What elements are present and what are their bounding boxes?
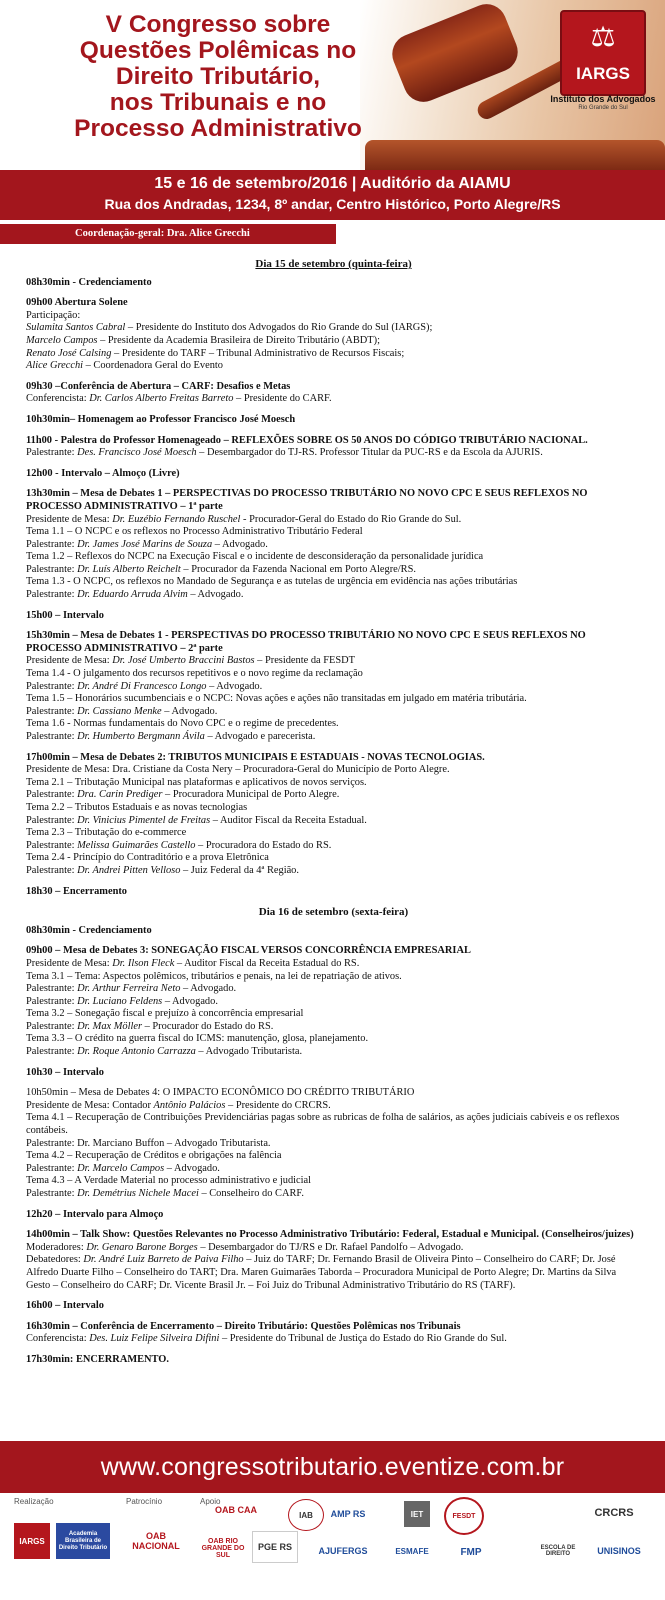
schedule-line	[26, 393, 641, 406]
speaker-name: Dr. Roque Antonio Carrazza	[77, 1046, 196, 1058]
iargs-logo-subtitle: Instituto dos Advogados	[550, 94, 656, 104]
schedule-text: – Advogado.	[161, 705, 218, 717]
schedule-line	[26, 1138, 641, 1151]
oab-nacional-logo: OAB NACIONAL	[132, 1531, 180, 1551]
schedule-block	[26, 610, 641, 623]
schedule-heading: 15h30min – Mesa de Debates 1 - PERSPECTIVAS DO PROCESSO TRIBUTÁRIO NO NOVO CPC E SEUS REFLEXOS NO PROCESSO ADMINISTRATIVO – 2ª parte	[26, 630, 586, 654]
speaker-name: Dr. Demétrius Nichele Macei	[77, 1188, 199, 1199]
iargs-logo-subtitle-2: Rio Grande do Sul	[578, 105, 628, 111]
schedule-heading: 10h30min– Homenagem ao Professor Francisco José Moesch	[26, 413, 296, 425]
schedule-text: - Procurador-Geral do Estado do Rio Grande do Sul.	[240, 513, 462, 525]
schedule-block	[26, 1229, 641, 1292]
iargs-logo	[560, 10, 646, 96]
schedule-heading: 11h00 - Palestra do Professor Homenageado – REFLEXÕES SOBRE OS 50 ANOS DO CÓDIGO TRIBUTÁRIO NACIONAL.	[26, 434, 588, 446]
schedule-heading: 09h00 – Mesa de Debates 3: SONEGAÇÃO FISCAL VERSOS CONCORRÊNCIA EMPRESARIAL	[26, 945, 471, 957]
pge-rs-logo: PGE RS	[252, 1531, 298, 1563]
schedule-text: – Advogado.	[180, 983, 237, 995]
schedule-heading: 18h30 – Encerramento	[26, 885, 128, 897]
schedule-text: Tema 3.3 – O crédito na guerra fiscal do ICMS: manutenção, glosa, planejamento.	[26, 1033, 369, 1045]
schedule-text: Tema 4.3 – A Verdade Material no processo administrativo e judicial	[26, 1175, 312, 1187]
schedule-line	[26, 865, 641, 878]
speaker-name: Dr. Carlos Alberto Freitas Barreto	[89, 393, 234, 405]
schedule-text: Tema 2.1 – Tributação Municipal nas plataformas e aplicativos de novos serviços.	[26, 776, 367, 788]
speaker-name: Dr. André Di Francesco Longo	[77, 680, 207, 692]
schedule-block	[26, 752, 641, 878]
schedule-text: Palestrante:	[26, 705, 78, 717]
schedule-text: Tema 3.1 – Tema: Aspectos polêmicos, tributários e penais, na lei de repatriação de ativos.	[26, 970, 402, 982]
schedule-text: Tema 1.2 – Reflexos do NCPC na Execução Fiscal e o incidente de desconsideração da personalidade jurídica	[26, 551, 484, 563]
schedule-line	[26, 706, 641, 719]
schedule-text: – Advogado.	[212, 538, 268, 550]
program-schedule	[26, 258, 641, 1375]
schedule-block	[26, 1087, 641, 1200]
speaker-name: Dr. Max Möller	[77, 1020, 143, 1032]
schedule-text: Palestrante: Dr. Marciano Buffon – Advogado Tributarista.	[26, 1137, 271, 1149]
schedule-text: Tema 3.2 – Sonegação fiscal e prejuízo à concorrência empresarial	[26, 1008, 304, 1020]
schedule-text: Tema 2.4 - Princípio do Contraditório e a prova Eletrônica	[26, 852, 269, 864]
schedule-text: Presidente de Mesa: Dra. Cristiane da Costa Nery – Procuradora-Geral do Município de Porto Alegre.	[26, 764, 450, 776]
schedule-text: – Presidente do CRCRS.	[225, 1099, 331, 1111]
schedule-text: Palestrante:	[26, 563, 78, 575]
schedule-text: Palestrante:	[26, 1046, 78, 1058]
schedule-line	[26, 1033, 641, 1046]
schedule-text: – Presidente do Tribunal de Justiça do Estado do Rio Grande do Sul.	[219, 1333, 507, 1345]
schedule-line	[26, 996, 641, 1009]
header-banner	[0, 0, 665, 170]
schedule-line	[26, 1188, 641, 1201]
crcrs-logo: CRCRS	[594, 1507, 634, 1519]
speaker-name: Marcelo Campos	[26, 334, 98, 346]
schedule-block	[26, 945, 641, 1058]
schedule-text: Palestrante:	[26, 789, 78, 801]
speaker-name: Dr. Vinicius Pimentel de Freitas	[77, 814, 211, 826]
schedule-heading: 10h30 – Intervalo	[26, 1066, 104, 1078]
schedule-text: Moderadores:	[26, 1241, 87, 1253]
schedule-line	[26, 802, 641, 815]
schedule-line	[26, 852, 641, 865]
schedule-line	[26, 1242, 641, 1255]
speaker-name: Dra. Carin Prediger	[77, 789, 163, 801]
schedule-line	[26, 1150, 641, 1163]
schedule-heading: 08h30min - Credenciamento	[26, 924, 152, 936]
schedule-text: – Procuradora Municipal de Porto Alegre.	[162, 789, 340, 801]
schedule-block	[26, 925, 641, 938]
schedule-line	[26, 447, 641, 460]
schedule-text: Tema 1.6 - Normas fundamentais do Novo CPC e o regime de precedentes.	[26, 718, 339, 730]
schedule-heading: 17h30min: ENCERRAMENTO.	[26, 1353, 169, 1365]
event-title	[58, 12, 378, 142]
speaker-name: Melissa Guimarães Castello	[77, 839, 196, 851]
schedule-heading: 15h00 – Intervalo	[26, 609, 104, 621]
schedule-text: Presidente de Mesa:	[26, 655, 113, 667]
schedule-text: Presidente de Mesa: Contador	[26, 1099, 154, 1111]
schedule-text: Debatedores:	[26, 1254, 84, 1266]
day-title: Dia 16 de setembro (sexta-feira)	[258, 906, 409, 919]
event-title-line: V Congresso sobre	[105, 11, 331, 38]
speaker-name: Dr. Marcelo Campos	[77, 1162, 165, 1174]
escola-direito-logo: ESCOLA DE DIREITO	[540, 1545, 576, 1557]
schedule-text: – Presidente da FESDT	[254, 655, 355, 667]
schedule-line	[26, 322, 641, 335]
schedule-text: Palestrante:	[26, 1020, 78, 1032]
schedule-text: Palestrante:	[26, 1162, 78, 1174]
event-title-line: Direito Tributário,	[115, 63, 321, 90]
speaker-name: Dr. Luís Alberto Reichelt	[77, 563, 181, 575]
schedule-block	[26, 886, 641, 899]
oab-rs-logo: OAB RIO GRANDE DO SUL	[201, 1537, 245, 1559]
iargs-logo-text: IARGS	[576, 64, 630, 83]
iargs-sponsor-logo: IARGS	[14, 1523, 50, 1559]
schedule-text: Palestrante:	[26, 814, 78, 826]
schedule-text: Tema 1.5 – Honorários sucumbenciais e o NCPC: Novas ações e ações não transitadas em julgado em matéria tributária.	[26, 693, 527, 705]
schedule-text: – Auditor Fiscal da Receita Estadual do RS.	[174, 957, 360, 969]
schedule-line	[26, 789, 641, 802]
schedule-heading: 08h30min - Credenciamento	[26, 276, 152, 288]
schedule-heading: 09h30 –Conferência de Abertura – CARF: Desafios e Metas	[26, 380, 291, 392]
schedule-text: – Advogado Tributarista.	[195, 1046, 303, 1058]
schedule-text: Tema 2.3 – Tributação do e-commerce	[26, 827, 187, 839]
speaker-name: Dr. José Umberto Braccini Bastos	[112, 655, 255, 667]
event-dates: 15 e 16 de setembro/2016 | Auditório da AIAMU	[154, 175, 511, 192]
schedule-line	[26, 1008, 641, 1021]
event-title-line: Processo Administrativo	[74, 115, 362, 142]
gavel-block-image	[365, 140, 665, 170]
schedule-heading: 14h00min – Talk Show: Questões Relevantes no Processo Administrativo Tributário: Federal, Estadual e Municipal. (Conselheiros/juizes)	[26, 1229, 634, 1241]
schedule-text: – Advogado e parecerista.	[204, 731, 316, 742]
coordination-bar	[0, 224, 336, 244]
schedule-heading: 17h00min – Mesa de Debates 2: TRIBUTOS MUNICIPAIS E ESTADUAIS - NOVAS TECNOLOGIAS.	[26, 751, 485, 763]
schedule-text: – Desembargador do TJ-RS. Professor Titular da PUC-RS e da Escola da AJURIS.	[196, 447, 543, 459]
schedule-line	[26, 1254, 641, 1292]
schedule-text: Palestrante:	[26, 864, 78, 876]
speaker-name: Des. Francisco José Moesch	[77, 447, 197, 459]
schedule-text: – Advogado.	[162, 995, 218, 1007]
day-title: Dia 15 de setembro (quinta-feira)	[255, 258, 412, 270]
speaker-name: Renato José Calsing	[26, 347, 112, 359]
schedule-block	[26, 1321, 641, 1346]
schedule-line	[26, 1100, 641, 1113]
speaker-name: Antônio Palácios	[153, 1099, 226, 1111]
schedule-line	[26, 1175, 641, 1188]
schedule-line	[26, 815, 641, 828]
schedule-text: – Auditor Fiscal da Receita Estadual.	[210, 814, 367, 826]
fmp-logo: FMP	[460, 1546, 482, 1558]
schedule-line	[26, 1046, 641, 1059]
schedule-text: – Advogado.	[187, 589, 244, 601]
schedule-line	[26, 539, 641, 552]
speaker-name: Dr. André Luiz Barreto de Paiva Filho	[83, 1254, 244, 1266]
schedule-text: Participação:	[26, 309, 81, 321]
schedule-text: – Presidente do Instituto dos Advogados do Rio Grande do Sul (IARGS);	[125, 322, 433, 334]
speaker-name: Dr. Luciano Feldens	[77, 995, 163, 1007]
iet-logo: IET	[404, 1501, 430, 1527]
abdt-logo: Academia Brasileira de Direito Tributário	[56, 1523, 110, 1559]
schedule-block	[26, 488, 641, 601]
schedule-text: – Presidente do TARF – Tribunal Administrativo de Recursos Fiscais;	[111, 347, 405, 359]
schedule-text: Palestrante:	[26, 1188, 78, 1199]
schedule-text: Tema 1.3 - O NCPC, os reflexos no Mandado de Segurança e as tutelas de urgência em evidência nas ações tributárias	[26, 576, 518, 588]
schedule-text: – Advogado.	[206, 680, 263, 692]
schedule-text: – Coordenadora Geral do Evento	[83, 360, 223, 372]
event-title-line: nos Tribunais e no	[109, 89, 327, 116]
schedule-line	[26, 681, 641, 694]
speaker-name: Dr. Andrei Pitten Velloso	[77, 864, 181, 876]
schedule-text: – Presidente do CARF.	[233, 393, 332, 405]
speaker-name: Dr. Genaro Barone Borges	[86, 1241, 198, 1253]
schedule-text: – Procurador do Estado do RS.	[142, 1020, 274, 1032]
schedule-text: Tema 4.2 – Recuperação de Créditos e obrigações na falência	[26, 1150, 282, 1162]
amp-rs-logo: AMP RS	[330, 1509, 366, 1519]
schedule-line	[26, 983, 641, 996]
schedule-line	[26, 589, 641, 602]
schedule-line	[26, 348, 641, 361]
apoio-label: Apoio	[200, 1497, 221, 1506]
sponsors-section	[0, 1493, 665, 1600]
schedule-text: Palestrante:	[26, 731, 78, 742]
event-title-line: Questões Polêmicas no	[79, 37, 357, 64]
schedule-text: Presidente de Mesa:	[26, 513, 113, 525]
schedule-line	[26, 526, 641, 539]
schedule-line	[26, 668, 641, 681]
schedule-line	[26, 360, 641, 373]
schedule-line	[26, 1087, 641, 1100]
speaker-name: Dr. Ilson Fleck	[112, 957, 175, 969]
iab-logo: IAB	[288, 1499, 324, 1531]
speaker-name: Dr. Humberto Bergmann Ávila	[77, 731, 205, 742]
speaker-name: Dr. Cassiano Menke	[77, 705, 162, 717]
schedule-line	[26, 958, 641, 971]
schedule-line	[26, 564, 641, 577]
schedule-block	[26, 630, 641, 743]
schedule-heading: 12h00 - Intervalo – Almoço (Livre)	[26, 467, 180, 479]
schedule-text: Conferencista:	[26, 393, 90, 405]
schedule-text: Conferencista:	[26, 1333, 90, 1345]
schedule-line	[26, 777, 641, 790]
schedule-line	[26, 731, 641, 744]
schedule-text: – Juiz do TARF; Dr. Fernando Brasil de Oliveira Pinto – Conselheiro do CARF; Dr. José Alfredo Duarte Filho – Conselheiro do TART; Dra. Maren Guimarães Taborda – Procuradora Municipal de Porto Alegre; Dr. Martins da Silva Gesto – Conselheiro do CARF; Dr. Vicente Brasil Jr. – Foi Juiz do Tribunal Administrativo Tributário do RS (TARF).	[26, 1254, 617, 1291]
schedule-block	[26, 1300, 641, 1313]
schedule-line	[26, 827, 641, 840]
schedule-line	[26, 718, 641, 731]
schedule-line	[26, 693, 641, 706]
schedule-heading: 16h30min – Conferência de Encerramento – Direito Tributário: Questões Polêmicas nos Tribunais	[26, 1320, 461, 1332]
schedule-heading: 16h00 – Intervalo	[26, 1300, 104, 1312]
schedule-line	[26, 576, 641, 589]
schedule-block	[26, 1209, 641, 1222]
schedule-line	[26, 1112, 641, 1137]
unisinos-logo: UNISINOS	[597, 1546, 641, 1556]
schedule-text: Palestrante:	[26, 680, 78, 692]
schedule-text: – Procuradora do Estado do RS.	[195, 839, 332, 851]
speaker-name: Dr. Euzébio Fernando Ruschel	[112, 513, 241, 525]
speaker-name: Des. Luiz Felipe Silveira Difini	[89, 1333, 220, 1345]
schedule-block	[26, 277, 641, 290]
schedule-line	[26, 840, 641, 853]
schedule-heading: 13h30min – Mesa de Debates 1 – PERSPECTIVAS DO PROCESSO TRIBUTÁRIO NO NOVO CPC E SEUS REFLEXOS NO PROCESSO ADMINISTRATIVO – 1ª parte	[26, 488, 588, 512]
schedule-text: – Advogado.	[164, 1162, 220, 1174]
schedule-text: Presidente de Mesa:	[26, 957, 113, 969]
schedule-text: Palestrante:	[26, 538, 78, 550]
schedule-block	[26, 1067, 641, 1080]
event-url[interactable]: www.congressotributario.eventize.com.br	[0, 1441, 665, 1493]
schedule-block	[26, 468, 641, 481]
schedule-text: Tema 2.2 – Tributos Estaduais e as novas tecnologias	[26, 801, 248, 813]
schedule-line	[26, 514, 641, 527]
schedule-line	[26, 335, 641, 348]
ajufergs-logo: AJUFERGS	[318, 1546, 368, 1556]
schedule-text: Palestrante:	[26, 839, 78, 851]
oab-caa-logo: OAB CAA	[215, 1505, 257, 1515]
realizacao-label: Realização	[14, 1497, 54, 1506]
schedule-text: 10h50min – Mesa de Debates 4: O IMPACTO ECONÔMICO DO CRÉDITO TRIBUTÁRIO	[26, 1087, 415, 1099]
schedule-text: – Conselheiro do CARF.	[198, 1188, 304, 1199]
schedule-block	[26, 297, 641, 373]
speaker-name: Dr. James José Marins de Souza	[77, 538, 213, 550]
schedule-text: Tema 4.1 – Recuperação de Contribuições Previdenciárias pagas sobre as rubricas de folha de salários, as ações judiciais cabíveis e os reflexos contábeis.	[26, 1112, 620, 1137]
schedule-text: – Presidente da Academia Brasileira de Direito Tributário (ABDT);	[97, 334, 380, 346]
coordination-text: Coordenação-geral: Dra. Alice Grecchi	[75, 228, 250, 239]
schedule-line	[26, 1163, 641, 1176]
schedule-block	[26, 435, 641, 460]
schedule-text: Tema 1.4 - O julgamento dos recursos repetitivos e o novo regime da reclamação	[26, 668, 363, 680]
event-address: Rua dos Andradas, 1234, 8º andar, Centro Histórico, Porto Alegre/RS	[104, 196, 561, 212]
schedule-text: Palestrante:	[26, 589, 78, 601]
schedule-heading: 12h20 – Intervalo para Almoço	[26, 1208, 164, 1220]
patrocinio-label: Patrocínio	[126, 1497, 163, 1506]
schedule-text: – Juiz Federal da 4ª Região.	[180, 864, 299, 876]
schedule-line	[26, 310, 641, 323]
schedule-block	[26, 381, 641, 406]
schedule-line	[26, 1021, 641, 1034]
speaker-name: Dr. Eduardo Arruda Alvim	[77, 589, 188, 601]
speaker-name: Sulamita Santos Cabral	[26, 322, 126, 334]
esmafe-logo: ESMAFE	[395, 1546, 429, 1556]
date-venue-bar	[0, 170, 665, 220]
schedule-text: Tema 1.1 – O NCPC e os reflexos no Processo Administrativo Tributário Federal	[26, 526, 363, 538]
schedule-line	[26, 764, 641, 777]
fesdt-logo: FESDT	[444, 1497, 484, 1535]
speaker-name: Dr. Arthur Ferreira Neto	[77, 983, 181, 995]
schedule-text: Palestrante:	[26, 447, 78, 459]
schedule-line	[26, 971, 641, 984]
schedule-block	[26, 414, 641, 427]
speaker-name: Alice Grecchi	[26, 360, 84, 372]
schedule-text: – Procurador da Fazenda Nacional em Porto Alegre/RS.	[180, 563, 416, 575]
schedule-text: Palestrante:	[26, 983, 78, 995]
schedule-text: – Desembargador do TJ/RS e Dr. Rafael Pandolfo – Advogado.	[197, 1241, 464, 1253]
schedule-heading: 09h00 Abertura Solene	[26, 297, 128, 309]
schedule-line	[26, 551, 641, 564]
schedule-text: Palestrante:	[26, 995, 78, 1007]
schedule-block	[26, 1354, 641, 1367]
scales-of-justice-icon: ⚖	[590, 20, 616, 53]
schedule-line	[26, 655, 641, 668]
schedule-line	[26, 1333, 641, 1346]
